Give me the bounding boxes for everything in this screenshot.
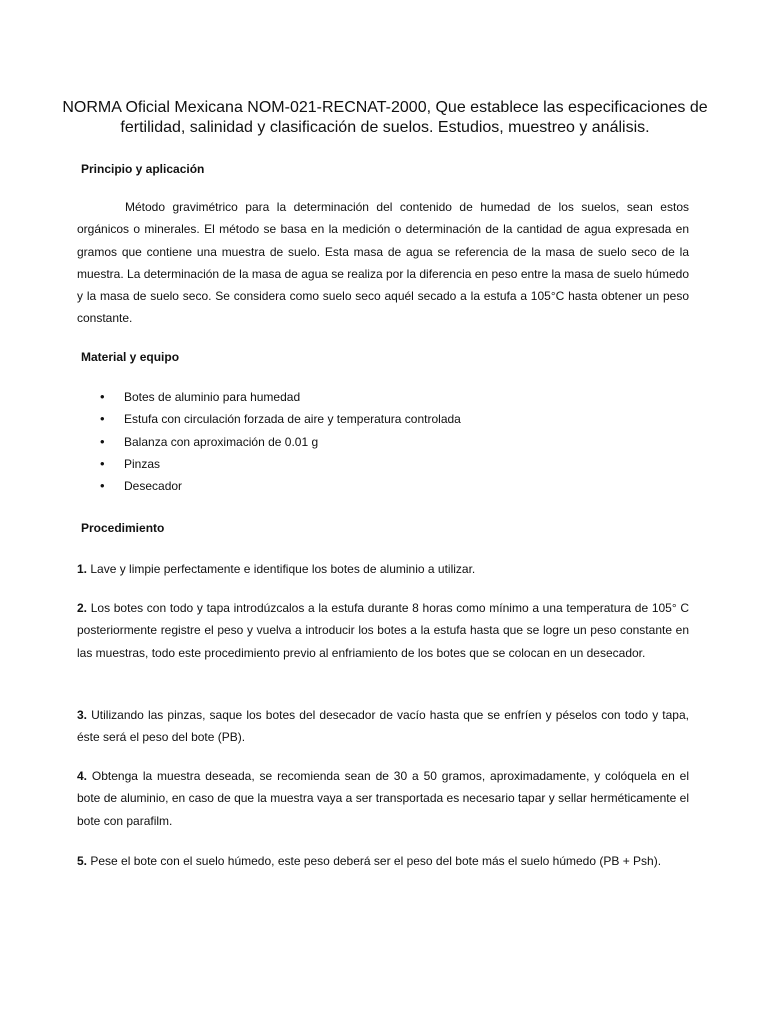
- list-item: [0, 475, 768, 497]
- step-number: 2.: [77, 601, 88, 615]
- step-text: Los botes con todo y tapa introdúzcalos a la estufa durante 8 horas como mínimo a una temperatura de 105° C posteriormente registre el peso y vuelva a introducir los botes a la estufa hasta que se logre un peso constante en las muestras, todo este procedimiento previo al enfriamiento de los botes que se colocan en un desecador.: [77, 601, 689, 660]
- bullet-icon: •: [100, 478, 105, 494]
- list-item-text: Desecador: [124, 479, 183, 494]
- list-item: [0, 453, 768, 475]
- procedure-step-2: [77, 597, 689, 664]
- procedure-step-4: [77, 765, 689, 832]
- bullet-icon: •: [100, 433, 105, 449]
- step-number: 5.: [77, 854, 88, 868]
- list-item-text: Estufa con circulación forzada de aire y temperatura controlada: [124, 412, 461, 427]
- heading-material: Material y equipo: [81, 350, 180, 364]
- step-text: Utilizando las pinzas, saque los botes del desecador de vacío hasta que se enfríen y péselos con todo y tapa, éste será el peso del bote (PB).: [77, 708, 689, 745]
- step-text: Lave y limpie perfectamente e identifique los botes de aluminio a utilizar.: [90, 562, 476, 576]
- step-number: 3.: [77, 708, 88, 722]
- document-title: NORMA Oficial Mexicana NOM-021-RECNAT-2000, Que establece las especificaciones de fertilidad, salinidad y clasificación de suelos. Estudios, muestreo y análisis.: [62, 99, 708, 136]
- list-item: [0, 431, 768, 453]
- list-item-text: Pinzas: [124, 456, 161, 471]
- list-item-text: Botes de aluminio para humedad: [124, 390, 301, 404]
- paragraph-principio: Método gravimétrico para la determinación del contenido de humedad de los suelos, sean estos orgánicos o minerales. El método se basa en la medición o determinación de la cantidad de agua expresada en gramos que contiene una muestra de suelo. Esta masa de agua se referencia de la masa de suelo seco de la muestra. La determinación de la masa de agua se realiza por la diferencia en peso entre la masa de suelo húmedo y la masa de suelo seco. Se considera como suelo seco aquél secado a la estufa a 105°C hasta obtener un peso constante.: [77, 200, 689, 326]
- bullet-icon: •: [100, 411, 105, 427]
- bullet-icon: •: [100, 389, 105, 404]
- material-list: [0, 386, 768, 497]
- procedure-step-5: [77, 850, 689, 872]
- step-text: Obtenga la muestra deseada, se recomienda sean de 30 a 50 gramos, aproximadamente, y colóquela en el bote de aluminio, en caso de que la muestra vaya a ser transportada es necesario tapar y sellar herméticamente el bote con parafilm.: [77, 769, 689, 828]
- step-number: 4.: [77, 769, 88, 783]
- heading-procedimiento: Procedimiento: [81, 521, 165, 535]
- list-item-text: Balanza con aproximación de 0.01 g: [124, 434, 319, 449]
- step-number: 1.: [77, 562, 88, 576]
- bullet-icon: •: [100, 455, 105, 471]
- heading-principio: Principio y aplicación: [81, 162, 205, 176]
- list-item: [0, 386, 768, 408]
- list-item: [0, 408, 768, 430]
- step-text: Pese el bote con el suelo húmedo, este peso deberá ser el peso del bote más el suelo húmedo (PB + Psh).: [90, 854, 662, 868]
- procedure-step-1: [77, 558, 689, 580]
- procedure-step-3: [77, 704, 689, 749]
